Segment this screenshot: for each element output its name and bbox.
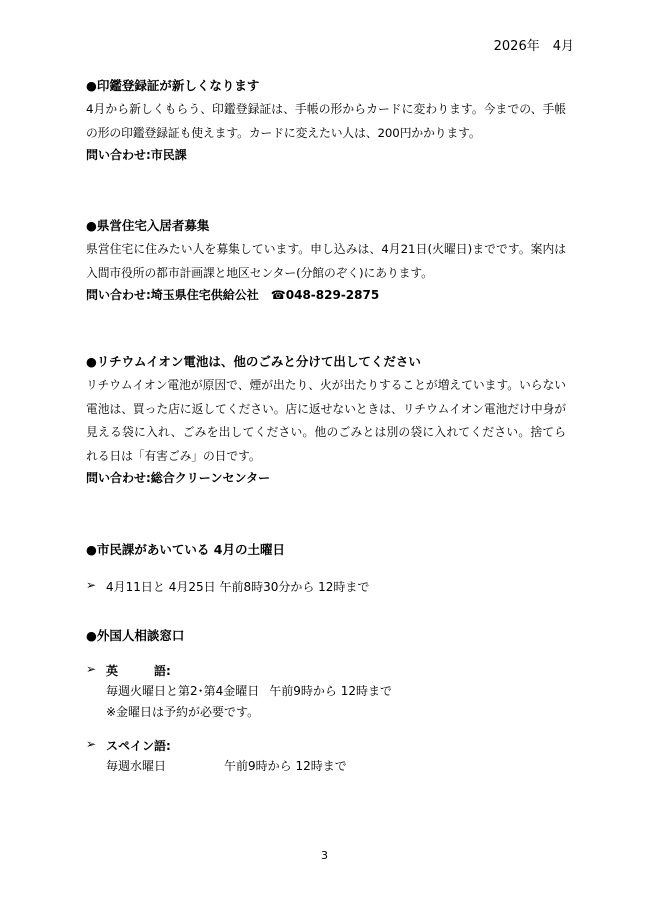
spanish-label: スペイン語: bbox=[106, 739, 171, 753]
arrow-bullet-icon: ➢ bbox=[86, 662, 97, 676]
contact-line: 問い合わせ:埼玉県住宅供給公社 ☎048-829-2875 bbox=[86, 288, 380, 302]
section-body: リチウムイオン電池が原因で、煙が出たり、火が出たりすることが増えています。いらない電池は、買った店に返してください。店に返せないときは、リチウムイオン電池だけ中身が見える袋に入れ、ごみを出してください。他のごみとは別の袋に入れてください。捨てられる日は「有害ごみ」の日です。 bbox=[86, 378, 566, 463]
english-days: 毎週火曜日と第2･第4金曜日 bbox=[106, 684, 260, 698]
contact-line: 問い合わせ:総合クリーンセンター bbox=[86, 471, 271, 485]
list-item bbox=[86, 578, 566, 595]
contact-line: 問い合わせ:市民課 bbox=[86, 148, 187, 162]
page-number: 3 bbox=[321, 849, 328, 862]
section-lithium-battery bbox=[86, 352, 566, 488]
section-seal-certificate bbox=[86, 76, 566, 165]
saturday-dates: 4月11日と 4月25日 午前8時30分から 12時まで bbox=[106, 580, 370, 594]
section-foreign-consultation bbox=[86, 626, 566, 777]
section-title: ●県営住宅入居者募集 bbox=[86, 218, 210, 233]
english-note: ※金曜日は予約が必要です。 bbox=[106, 705, 260, 719]
list-item-spanish bbox=[86, 737, 566, 754]
section-title: ●市民課があいている 4月の土曜日 bbox=[86, 542, 285, 557]
section-title: ●リチウムイオン電池は、他のごみと分けて出してください bbox=[86, 354, 421, 369]
section-prefectural-housing bbox=[86, 216, 566, 305]
arrow-bullet-icon: ➢ bbox=[86, 578, 97, 592]
section-title: ●印鑑登録証が新しくなります bbox=[86, 78, 260, 93]
spanish-days: 毎週水曜日 bbox=[106, 759, 167, 773]
issue-date: 2026年 4月 bbox=[493, 39, 574, 54]
spanish-time: 午前9時から 12時まで bbox=[224, 759, 347, 773]
english-label: 英 語: bbox=[106, 664, 171, 678]
arrow-bullet-icon: ➢ bbox=[86, 737, 97, 751]
section-title: ●外国人相談窓口 bbox=[86, 628, 185, 643]
spanish-schedule bbox=[106, 756, 566, 777]
english-schedule bbox=[106, 681, 566, 723]
list-item-english bbox=[86, 662, 566, 679]
section-body: 4月から新しくもらう、印鑑登録証は、手帳の形からカードに変わります。今までの、手帳の形の印鑑登録証も使えます。カードに変えたい人は、200円かかります。 bbox=[86, 102, 566, 140]
english-time: 午前9時から 12時まで bbox=[269, 684, 393, 698]
section-body: 県営住宅に住みたい人を募集しています。申し込みは、4月21日(火曜日)までです。案内は入間市役所の都市計画課と地区センター(分館のぞく)にあります。 bbox=[86, 242, 566, 280]
section-saturday-hours bbox=[86, 540, 566, 595]
